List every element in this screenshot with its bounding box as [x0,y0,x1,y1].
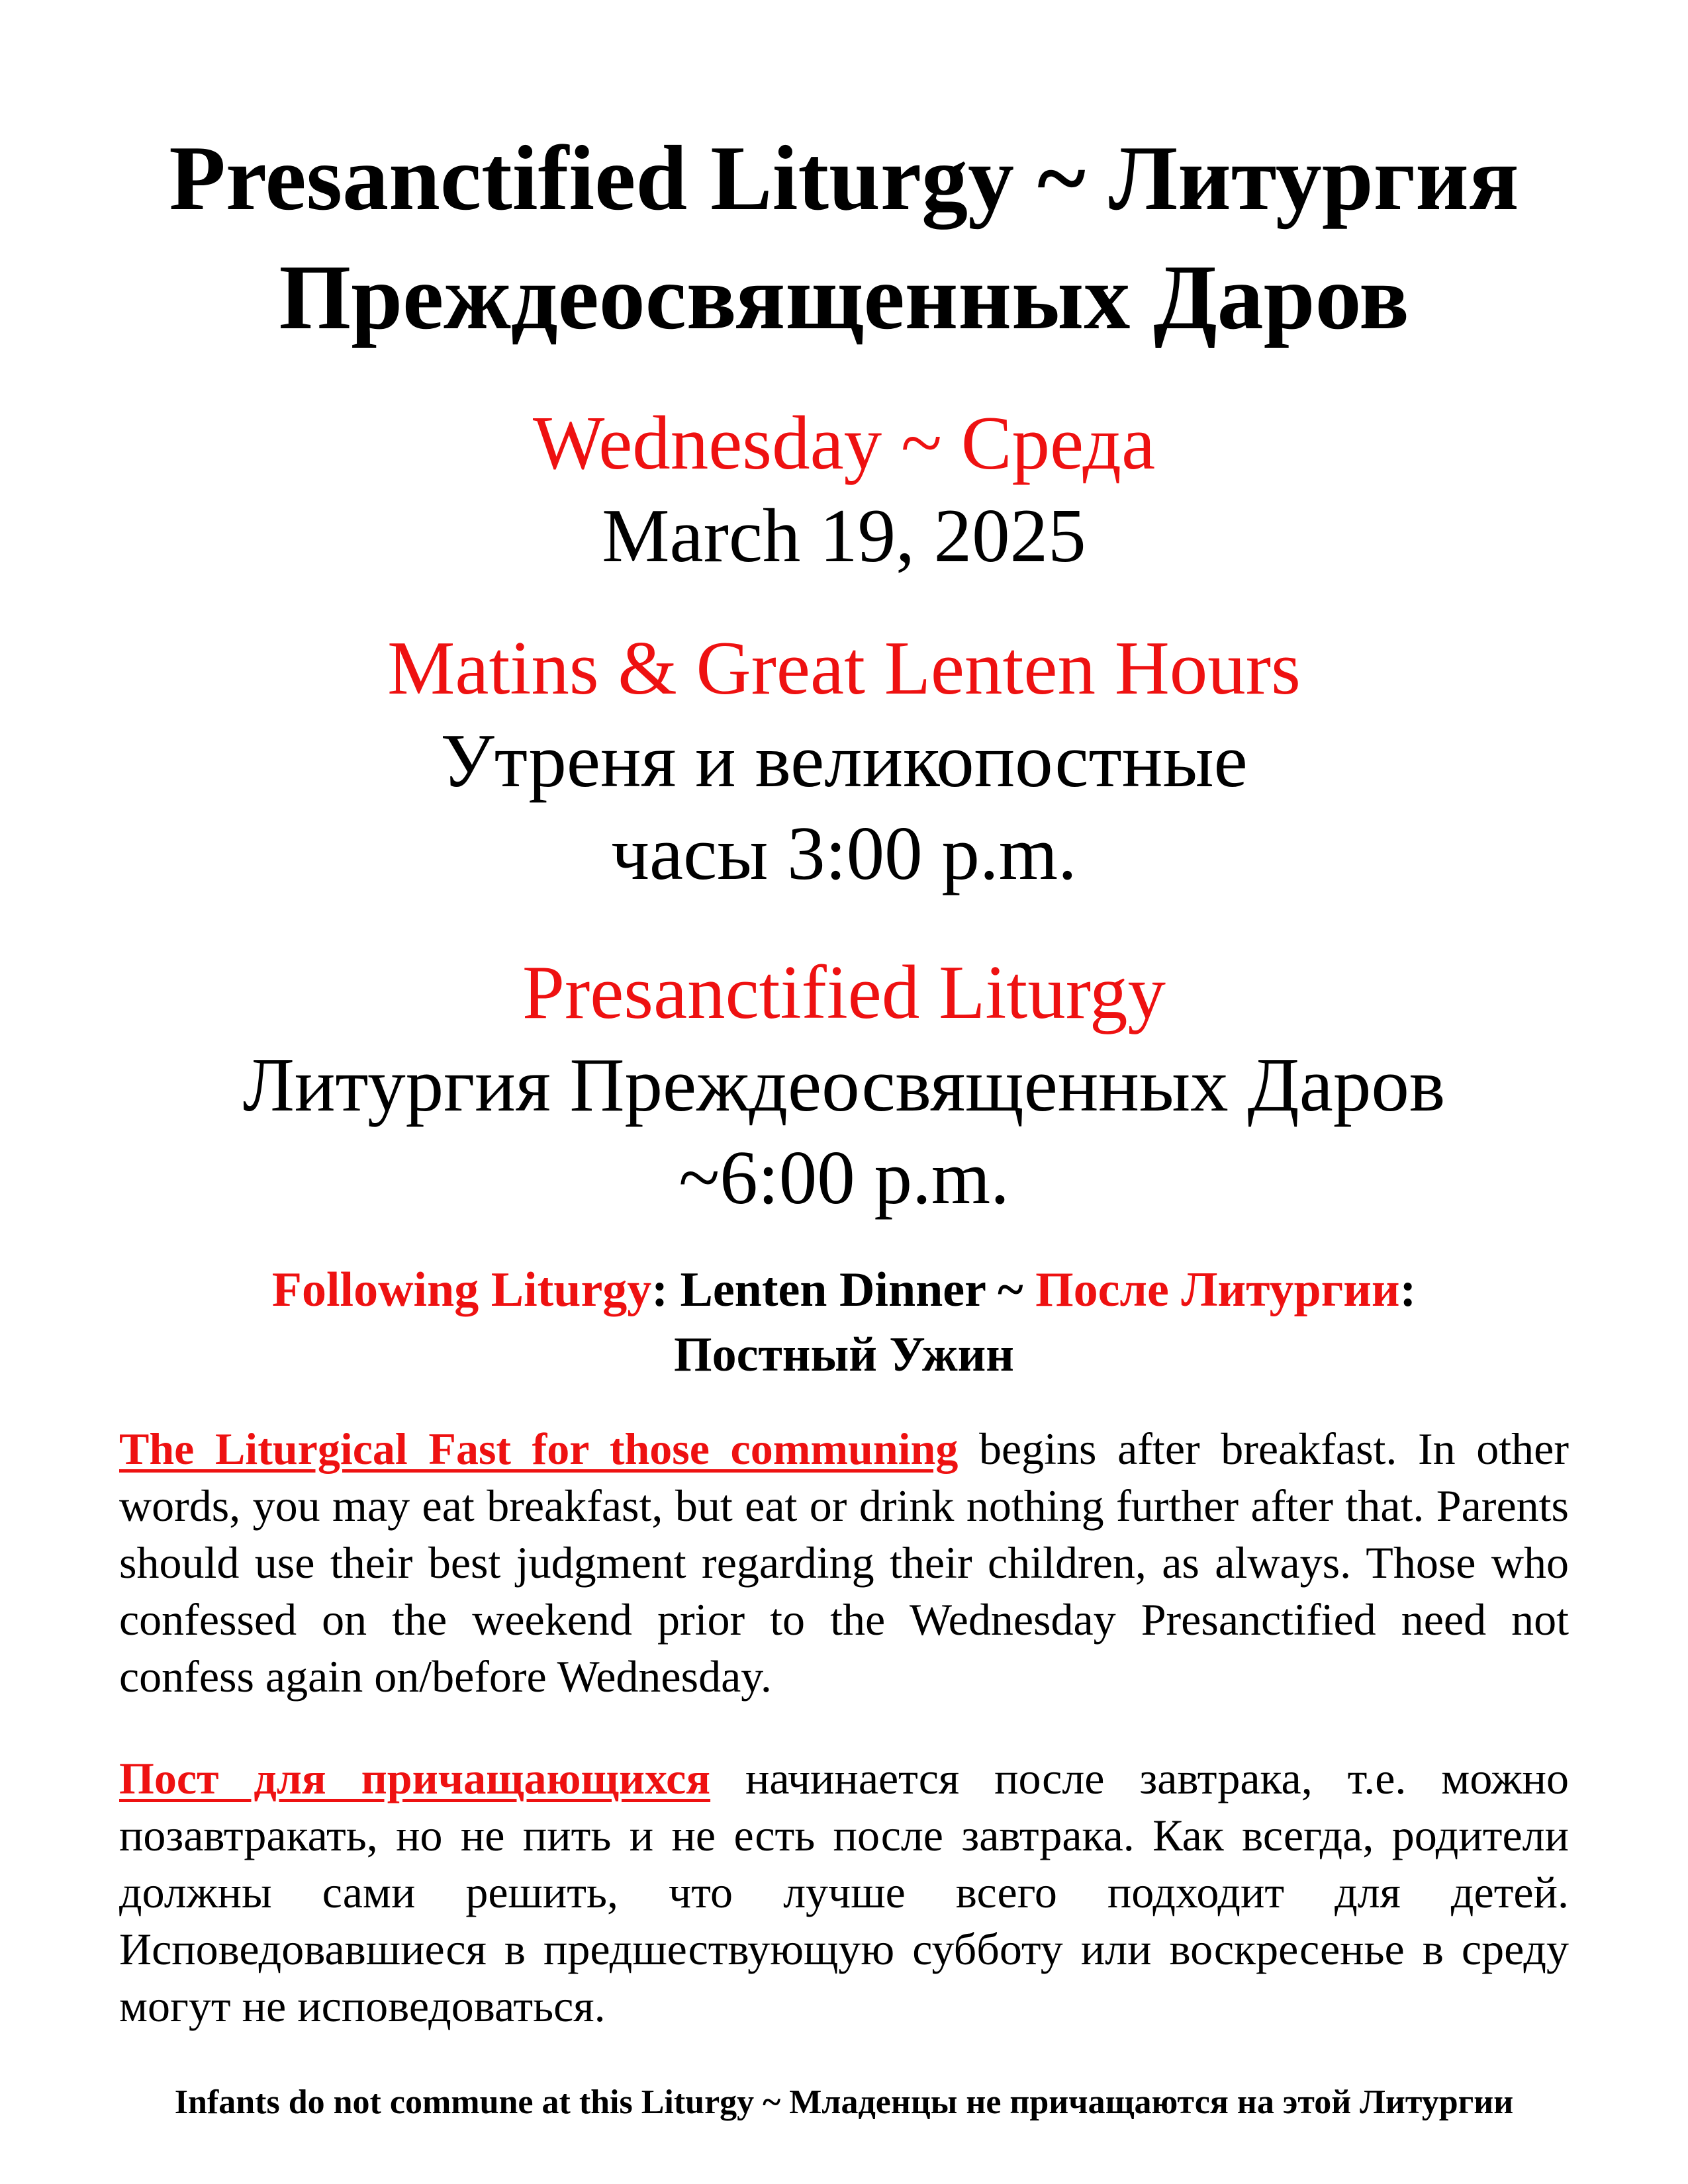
lenten-dinner-line-1 [119,1257,1569,1322]
infants-note: Infants do not commune at this Liturgy ~ Младенцы не причащаются на этой Литургии [174,2083,1514,2121]
fast-paragraph-ru [119,1750,1569,2034]
dinner-colon: : [1399,1263,1417,1317]
main-title-line-2: Преждеосвященных Даров [279,246,1409,349]
lenten-dinner-en: : Lenten Dinner ~ [651,1263,1036,1317]
lenten-dinner-note [119,1257,1569,1387]
fast-paragraph-en [119,1420,1569,1705]
following-liturgy-en: Following Liturgy [271,1263,652,1317]
lenten-dinner-ru: Постный Ужин [674,1328,1014,1382]
main-title [119,119,1569,357]
following-liturgy-ru: После Литургии [1035,1263,1400,1317]
matins-block [119,622,1569,900]
service-date: March 19, 2025 [602,494,1086,578]
date-block [119,397,1569,582]
weekday-label: Wednesday ~ Среда [532,401,1156,485]
matins-ru-line-2: часы 3:00 p.m. [611,811,1077,895]
matins-ru-line-1: Утреня и великопостные [440,719,1248,803]
liturgy-time: ~6:00 p.m. [679,1136,1009,1220]
fast-lead-en: The Liturgical Fast for those communing [119,1424,959,1474]
liturgy-heading: Presanctified Liturgy [522,950,1166,1034]
liturgy-ru-line: Литургия Преждеосвященных Даров [242,1043,1446,1127]
liturgy-block [119,946,1569,1224]
matins-heading: Matins & Great Lenten Hours [387,626,1301,710]
fast-text-en: begins after breakfast. In other words, you may eat breakfast, but eat or drink nothing further after that. Parents should use their best judgment regarding their children, as always. Those who confessed on the weekend prior to the Wednesday Presanctified need not confess again on/before Wednesday. [119,1424,1569,1702]
fast-lead-ru: Пост для причащающихся [119,1753,711,1803]
main-title-line-1: Presanctified Liturgy ~ Литургия [169,127,1519,230]
fast-text-ru: начинается после завтрака, т.е. можно позавтракать, но не пить и не есть после завтрака. Как всегда, родители должны сами решить, что лучше всего подходит для детей. Исповедовавшиеся в предшествующую субботу или воскресенье в среду могут не исповедоваться. [119,1753,1569,2031]
